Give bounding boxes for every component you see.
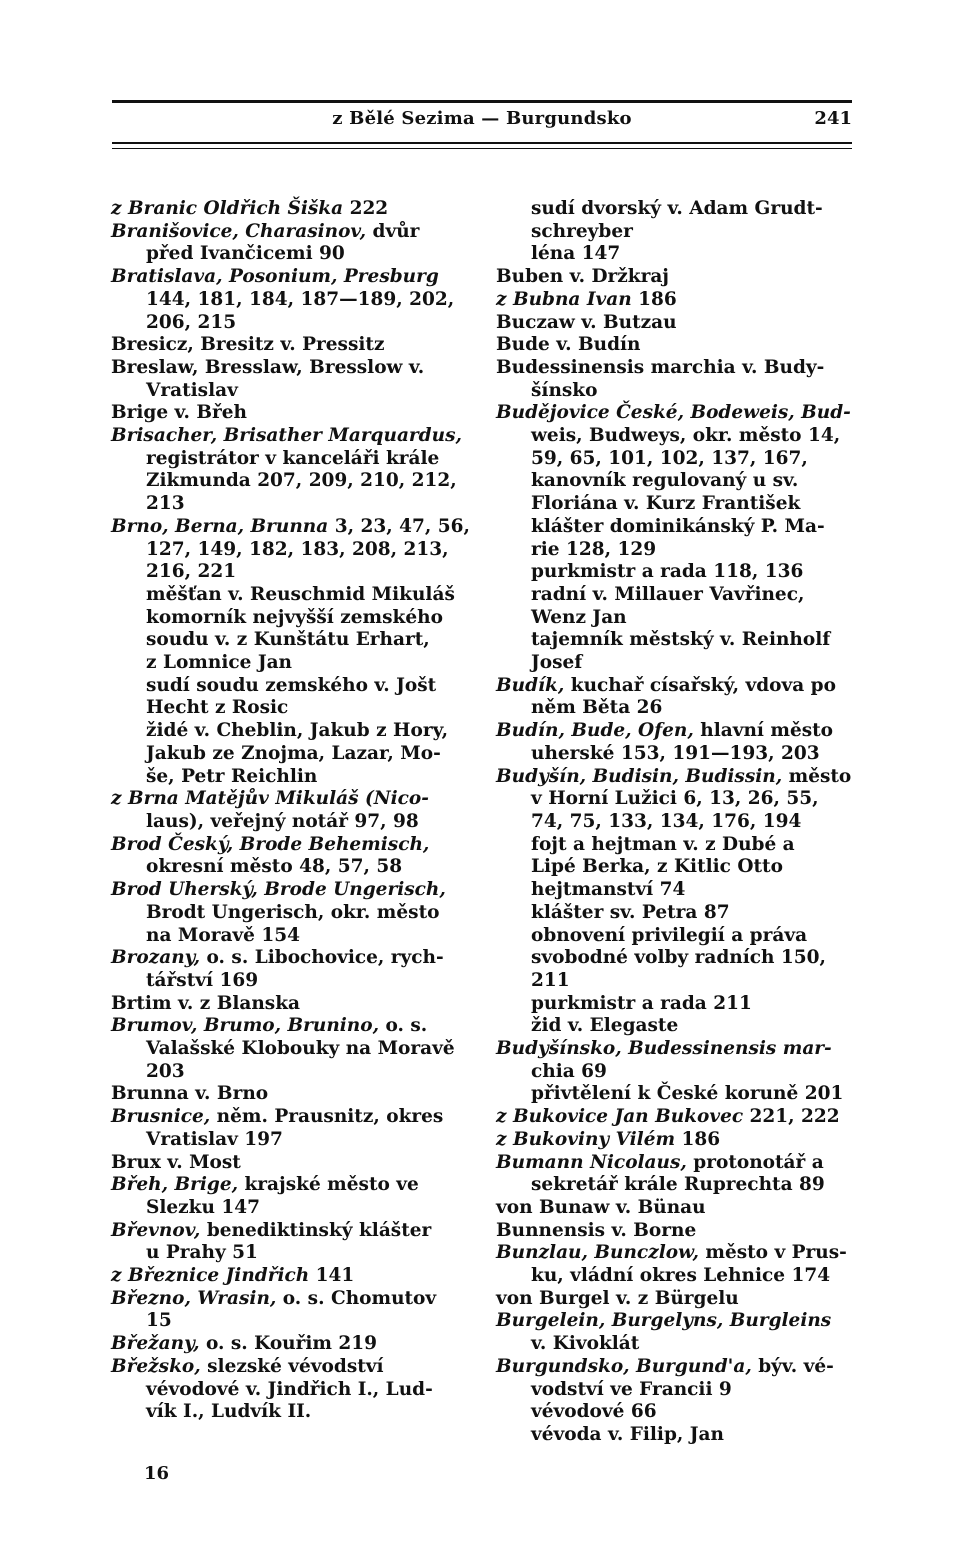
index-entry-continuation: v Horní Lužici 6, 13, 26, 55,: [531, 788, 819, 810]
index-entry-continuation: Brodt Ungerisch, okr. město: [146, 901, 440, 923]
index-entry-continuation: klášter sv. Petra 87: [531, 901, 730, 923]
index-entry-continuation: léna 147: [531, 243, 621, 265]
index-entry-headword: Budějovice České, Bodeweis, Bud-: [496, 402, 851, 424]
running-header-title: z Bělé Sezima — Burgundsko: [332, 108, 632, 129]
index-entry-continuation: radní v. Millauer Vavřinec,: [531, 583, 805, 605]
index-entry-text: Bunnensis v. Borne: [496, 1219, 697, 1241]
header-top-rule: [112, 100, 852, 103]
index-entry-headword-line: [496, 289, 852, 312]
index-entry-headword: Budík,: [496, 674, 565, 696]
index-entry-text: o. s. Chomutov: [276, 1287, 437, 1309]
page-number: 241: [814, 108, 852, 129]
index-entry-headword-line: [111, 266, 471, 289]
index-entry: [111, 402, 471, 425]
index-entry-continuation: u Prahy 51: [146, 1242, 258, 1264]
index-entry: [496, 312, 852, 335]
index-entry-continuation: šínsko: [531, 379, 598, 401]
index-entry-continuation: 74, 75, 133, 134, 176, 194: [531, 810, 802, 832]
index-entry-text: Buben v. Držkraj: [496, 266, 669, 288]
index-entry-continuation: soudu v. z Kunštátu Erhart,: [146, 629, 430, 651]
index-entry-continuation: hejtmanství 74: [531, 879, 686, 901]
index-entry-continuation: 203: [146, 1060, 185, 1082]
index-entry-continuation: z Lomnice Jan: [146, 652, 293, 674]
index-entry: [111, 221, 471, 266]
index-column-right: [496, 198, 852, 1447]
index-entry-headword-line: [111, 1288, 471, 1311]
index-entry-headword-line: [496, 357, 852, 380]
index-entry-continuation: 15: [146, 1310, 172, 1332]
index-entry: [111, 788, 471, 833]
index-entry-headword-line: [111, 1106, 471, 1129]
index-entry-headword: Brno, Berna, Brunna: [111, 515, 329, 537]
index-entry-headword-line: [496, 334, 852, 357]
index-entry-continuation: 211: [531, 969, 570, 991]
index-entry-headword: z Bukovice Jan Bukovec: [496, 1106, 744, 1128]
index-entry-headword-line: [111, 879, 471, 902]
index-entry-text: 186: [675, 1128, 721, 1150]
index-entry-headword: Budín, Bude, Ofen,: [496, 720, 694, 742]
index-entry-continuation: přivtělení k České koruně 201: [531, 1083, 844, 1105]
index-entry-continuation: Valašské Klobouky na Moravě: [146, 1038, 455, 1060]
index-entry-headword-line: [496, 1356, 852, 1379]
index-entry-headword: Budyšínsko, Budessinensis mar-: [496, 1038, 832, 1060]
index-entry: [496, 289, 852, 312]
index-entry-continuation: žid v. Elegaste: [531, 1015, 679, 1037]
index-column-left: [111, 198, 471, 1424]
index-entry-headword-line: [496, 312, 852, 335]
index-entry-text: 3, 23, 47, 56,: [328, 515, 470, 537]
index-entry: [111, 993, 471, 1016]
index-entry-headword: Břeh, Brige,: [111, 1174, 239, 1196]
index-entry: [496, 1288, 852, 1311]
index-entry-continuation: schreyber: [531, 220, 633, 242]
header-bottom-rule: [112, 142, 852, 144]
index-entry: [111, 1265, 471, 1288]
index-entry: [496, 266, 852, 289]
index-entry: [111, 516, 471, 788]
index-entry-continuation: 144, 181, 184, 187—189, 202,: [146, 288, 455, 310]
index-entry-continuation: měšťan v. Reuschmid Mikuláš: [146, 583, 455, 605]
index-entry-continuation: Vratislav 197: [146, 1128, 283, 1150]
index-entry-continuation: sudí soudu zemského v. Jošt: [146, 674, 437, 696]
index-entry-continuation: svobodné volby radních 150,: [531, 947, 826, 969]
index-entry-headword-line: [111, 198, 471, 221]
index-entry-continuation: uherské 153, 191—193, 203: [531, 742, 820, 764]
index-entry-continuation: Hecht z Rosic: [146, 697, 289, 719]
index-entry-continuation: vévodové v. Jindřich I., Lud-: [146, 1378, 433, 1400]
index-entry-headword-line: [111, 221, 471, 244]
index-entry: [111, 1152, 471, 1175]
index-entry-headword: Břevnov,: [111, 1219, 201, 1241]
index-entry: [496, 1356, 852, 1447]
index-entry: [111, 334, 471, 357]
index-entry-continuation: v. Kivoklát: [531, 1333, 640, 1355]
index-entry-headword: Brod Uherský, Brode Ungerisch,: [111, 879, 446, 901]
index-entry-text: krajské město ve: [238, 1174, 419, 1196]
index-entry-headword-line: [111, 1333, 471, 1356]
index-entry: [111, 1174, 471, 1219]
index-entry-continuation: še, Petr Reichlin: [146, 765, 318, 787]
index-entry-headword: Břežany,: [111, 1333, 200, 1355]
index-entry-headword-line: [496, 1129, 852, 1152]
index-entry-continuation: weis, Budweys, okr. město 14,: [531, 425, 841, 447]
index-entry-text: hlavní město: [693, 720, 834, 742]
index-entry-text: býv. vé-: [751, 1355, 834, 1377]
index-entry: [111, 198, 471, 221]
index-entry-headword-line: [111, 834, 471, 857]
index-entry: [111, 425, 471, 516]
index-entry: [111, 879, 471, 947]
index-entry: [111, 1333, 471, 1356]
index-entry-headword: Břežsko,: [111, 1355, 201, 1377]
index-entry-text: Bude v. Budín: [496, 334, 641, 356]
index-entry-text: o. s. Libochovice, rych-: [200, 947, 444, 969]
index-entry-text: kuchař císařský, vdova po: [564, 674, 836, 696]
index-entry-headword-line: [111, 1220, 471, 1243]
index-entry-headword-line: [496, 675, 852, 698]
index-entry-headword-line: [111, 425, 471, 448]
header-bottom-rule-thin: [112, 148, 852, 149]
index-entry-headword: Budyšín, Budisin, Budissin,: [496, 765, 783, 787]
index-entry: [496, 1197, 852, 1220]
index-entry-text: Budessinensis marchia v. Budy-: [496, 356, 825, 378]
index-entry-continuation: tajemník městský v. Reinholf: [531, 629, 831, 651]
index-entry: [111, 1083, 471, 1106]
index-entry-continuation: okresní město 48, 57, 58: [146, 856, 403, 878]
index-entry-continuation: 206, 215: [146, 311, 237, 333]
index-entry-headword-line: [111, 788, 471, 811]
index-entry-continuation: klášter dominikánský P. Ma-: [531, 515, 825, 537]
index-entry: [111, 1015, 471, 1083]
index-entry-continuation: něm Běta 26: [531, 697, 663, 719]
index-entry-text: slezské vévodství: [200, 1355, 384, 1377]
index-entry-continuation: registrátor v kanceláři krále: [146, 447, 440, 469]
index-entry-continuation: sekretář krále Ruprechta 89: [531, 1174, 825, 1196]
index-entry-headword-line: [496, 1242, 852, 1265]
index-entry-text: Brtim v. z Blanska: [111, 992, 301, 1014]
index-entry-headword: Burgelein, Burgelyns, Burgleins: [496, 1310, 832, 1332]
index-entry-headword-line: [111, 1356, 471, 1379]
index-entry-text: něm. Prausnitz, okres: [210, 1106, 444, 1128]
index-entry-continuation: Lipé Berka, z Kitlic Otto: [531, 856, 783, 878]
index-entry-headword-line: [496, 1220, 852, 1243]
index-entry-continuation: židé v. Cheblin, Jakub z Hory,: [146, 720, 449, 742]
index-entry: [496, 334, 852, 357]
index-entry: [111, 1356, 471, 1424]
index-entry-headword: z Branic Oldřich Šiška: [111, 198, 344, 219]
index-entry-text: von Burgel v. z Bürgelu: [496, 1287, 739, 1309]
index-entry-continuation: Slezku 147: [146, 1196, 260, 1218]
index-entry: [496, 357, 852, 402]
index-entry-text: von Bunaw v. Bünau: [496, 1196, 706, 1218]
index-entry-text: Brux v. Most: [111, 1151, 241, 1173]
signature-number: 16: [144, 1463, 170, 1484]
index-entry-headword-line: [111, 1083, 471, 1106]
index-entry-text: město: [782, 765, 852, 787]
index-entry-continuation: kanovník regulovaný u sv.: [531, 470, 799, 492]
index-entry-headword-line: [111, 402, 471, 425]
index-entry-continuation: ku, vládní okres Lehnice 174: [531, 1265, 831, 1287]
index-entry-continuation: Vratislav: [146, 379, 238, 401]
index-entry-text: Breslaw, Bresslaw, Bresslow v.: [111, 356, 425, 378]
index-entry-text: 141: [309, 1265, 355, 1287]
index-entry-headword-line: [111, 947, 471, 970]
index-entry-continuation: komorník nejvyšší zemského: [146, 606, 443, 628]
index-entry-headword: Brozany,: [111, 947, 201, 969]
index-entry-text: benediktinský klášter: [200, 1219, 432, 1241]
index-entry-continuation: vík I., Ludvík II.: [146, 1401, 312, 1423]
index-entry-continuation: Floriána v. Kurz František: [531, 493, 801, 515]
index-entry-text: Brige v. Břeh: [111, 402, 247, 424]
index-entry: [496, 1106, 852, 1129]
index-entry-text: o. s. Kouřim 219: [199, 1333, 378, 1355]
index-entry-continuation: 213: [146, 493, 185, 515]
index-entry: [496, 1220, 852, 1243]
index-entry-continuation: 59, 65, 101, 102, 137, 167,: [531, 447, 808, 469]
index-entry-headword: Bunzlau, Bunczlow,: [496, 1242, 699, 1264]
index-entry-headword-line: [111, 1015, 471, 1038]
index-entry-headword-line: [496, 1288, 852, 1311]
index-entry-headword-line: [496, 766, 852, 789]
index-entry-continuation: Zikmunda 207, 209, 210, 212,: [146, 470, 457, 492]
index-entry: [496, 675, 852, 720]
index-entry-continuation: vévoda v. Filip, Jan: [531, 1423, 724, 1445]
index-entry: [496, 720, 852, 765]
index-entry: [496, 1242, 852, 1287]
index-entry-text: Brunna v. Brno: [111, 1083, 269, 1105]
index-entry-continuation: rie 128, 129: [531, 538, 657, 560]
index-entry-headword: Brisacher, Brisather Marquardus,: [111, 425, 462, 447]
index-entry-text: 222: [343, 198, 389, 219]
index-entry-headword: Brod Český, Brode Behemisch,: [111, 833, 430, 855]
index-entry: [111, 834, 471, 879]
index-entry-headword: z Bubna Ivan: [496, 288, 632, 310]
index-entry-text: 221, 222: [743, 1106, 840, 1128]
index-entry-headword-line: [496, 1197, 852, 1220]
index-entry-continuation: purkmistr a rada 211: [531, 992, 752, 1014]
index-entry: [496, 766, 852, 1038]
index-entry: [496, 198, 852, 266]
index-entry-headword-line: [111, 1265, 471, 1288]
index-entry-headword: Brumov, Brumo, Brunino,: [111, 1015, 380, 1037]
index-entry-continuation: 127, 149, 182, 183, 208, 213,: [146, 538, 449, 560]
index-entry-headword-line: [111, 993, 471, 1016]
index-entry: [496, 1129, 852, 1152]
index-entry-headword: z Březnice Jindřich: [111, 1265, 310, 1287]
index-entry-continuation: purkmistr a rada 118, 136: [531, 561, 804, 583]
index-entry-text: Buczaw v. Butzau: [496, 311, 677, 333]
index-entry-headword: Burgundsko, Burgund'a,: [496, 1355, 752, 1377]
index-entry: [111, 947, 471, 992]
index-entry-headword-line: [496, 1310, 852, 1333]
index-entry-headword: Branišovice, Charasinov,: [111, 220, 367, 242]
index-entry: [496, 1038, 852, 1106]
index-entry-continuation: Josef: [531, 652, 583, 674]
index-entry-continuation: Wenz Jan: [531, 606, 627, 628]
index-entry-headword-line: [496, 402, 852, 425]
index-entry-continuation: sudí dvorský v. Adam Grudt-: [531, 198, 823, 219]
index-entry-headword-line: [496, 1038, 852, 1061]
index-entry-headword-line: [111, 334, 471, 357]
index-entry-headword-line: [111, 516, 471, 539]
index-entry-headword-line: [111, 1152, 471, 1175]
index-entry: [496, 402, 852, 674]
index-entry-headword: z Brna Matějův Mikuláš (Nico-: [111, 788, 429, 810]
index-entry-headword-line: [496, 1152, 852, 1175]
index-entry-headword-line: [496, 266, 852, 289]
index-entry-text: protonotář a: [686, 1151, 824, 1173]
running-header: [112, 108, 852, 138]
index-entry-text: Bresicz, Bresitz v. Pressitz: [111, 334, 385, 356]
index-entry-text: město v Prus-: [698, 1242, 847, 1264]
index-entry-continuation: 216, 221: [146, 561, 237, 583]
index-entry-continuation: chia 69: [531, 1060, 607, 1082]
index-entry-headword-line: [496, 1106, 852, 1129]
index-entry-headword-line: [111, 1174, 471, 1197]
index-entry-continuation: obnovení privilegií a práva: [531, 924, 808, 946]
index-entry: [111, 1106, 471, 1151]
index-entry-headword-line: [496, 720, 852, 743]
index-entry: [111, 1288, 471, 1333]
index-entry-text: o. s.: [379, 1015, 428, 1037]
index-entry-headword: Bratislava, Posonium, Presburg: [111, 266, 439, 288]
index-entry-headword: Brusnice,: [111, 1106, 211, 1128]
index-entry: [111, 357, 471, 402]
index-entry-continuation: před Ivančicemi 90: [146, 243, 345, 265]
index-entry-continuation: na Moravě 154: [146, 924, 301, 946]
index-entry: [496, 1310, 852, 1355]
index-entry-continuation: laus), veřejný notář 97, 98: [146, 810, 419, 832]
index-entry-headword: z Bukoviny Vilém: [496, 1128, 676, 1150]
index-entry: [111, 266, 471, 334]
index-entry: [496, 1152, 852, 1197]
index-entry-continuation: vodství ve Francii 9: [531, 1378, 732, 1400]
index-entry-headword-line: [111, 357, 471, 380]
index-entry-headword: Bumann Nicolaus,: [496, 1151, 687, 1173]
index-entry-continuation: fojt a hejtman v. z Dubé a: [531, 833, 795, 855]
index-entry-continuation: Jakub ze Znojma, Lazar, Mo-: [146, 742, 441, 764]
index-entry-continuation: vévodové 66: [531, 1401, 657, 1423]
index-entry-text: dvůr: [366, 220, 420, 242]
index-entry-continuation: tářství 169: [146, 969, 259, 991]
index-entry-headword: Březno, Wrasin,: [111, 1287, 277, 1309]
index-entry-text: 186: [631, 288, 677, 310]
index-entry: [111, 1220, 471, 1265]
